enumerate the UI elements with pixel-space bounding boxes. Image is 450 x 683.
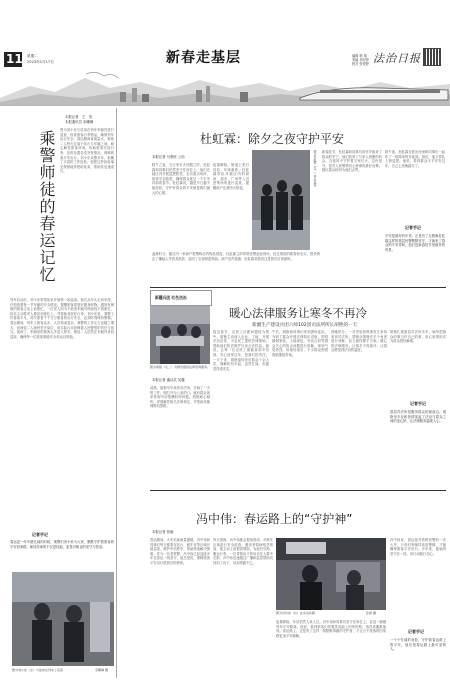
bottom-photo-credit: 张驰 摄 [366, 611, 376, 615]
top-article-body-2: 夜幕降临，街道上张灯结彩，年味渐浓。杜虹霖带队对辖区内的商场、超市、广场等人员密集场所进行巡查，提醒商户注意防火防盗。 [213, 163, 249, 190]
left-byline-1: 本报记者 王 莹 [65, 115, 93, 119]
middle-photo-caption: 图为胡艳（左二）为群众提供法律咨询服务。 [150, 365, 211, 369]
top-article-divider [150, 287, 446, 288]
left-byline-2: 本报通讯员 宋曦琳 [65, 120, 94, 124]
middle-article-body-3: 午后，胡艳和同事们来到团场连队，为职工群众开展法律知识讲座，围绕婚姻家庭、土地承包、劳动合同等群众关心的热点问题进行讲解，现场气氛热烈。讲座结束后，不少群众围着胡艳继续咨询。 [272, 330, 328, 357]
middle-article-body-1: 清晨，胡艳早早来到司法所，开始了一天的工作。刚打开办公室的门，就有群众前来咨询劳动报酬纠纷问题。胡艳耐心倾听，详细解答相关法律规定，并帮助其梳理维权思路。 [150, 386, 210, 409]
top-photo-caption: 图为杜虹霖（左二）带队巡查 [313, 150, 317, 187]
left-comment-body: 春运是一年中最忙碌的时候，乘警们舍小家为大家，默默守护着旅客的平安回家路。师徒传承的不仅是技能，更是对职业的坚守与热爱。 [10, 540, 114, 549]
top-article-body-5: 除夕夜，杜虹霖在派出所里和同事们一起吃了一顿简单的年夜饭。饭后，他又带队上街巡逻。他说，看到群众平平安安过年，自己心里就踏实了。 [385, 150, 445, 168]
middle-comment-body: 基层司法所是服务群众的最前沿。胡艳用专业和热情架起了法治与群众之间的连心桥，让法律服务温暖人心。 [390, 410, 446, 424]
left-article-body-2: 列车启动后，刘小东带领徒弟开始第一轮巡查。他们从车头走到车尾，仔细查看每一节车厢的安全情况，提醒旅客看管好随身财物，遇到有困难的旅客主动上前帮忙。一位老人因为不熟悉车厢号码而找不到座位，徒弟主动将老人搀扶到座位上，并帮助其放好行李。刘小东说，乘警工作看似平凡，却关系着千千万万旅客的出行安全，必须时刻保持警惕。春运期间，列车上旅客众多，人员构成复杂，乘警的工作压力也随之增大，但师徒二人始终坚守岗位，用实际行动诠释着人民警察的责任与担当。夜深了，车厢里的旅客大多进入梦乡，师徒二人依然在车厢内来回巡视，确保每一位旅客都能安全到达目的地。 [10, 298, 114, 339]
page-number: 11 [6, 52, 23, 66]
top-comment-body: 平安是最好的年货。正是有了无数像杜虹霖这样的基层民警默默坚守，才换来了群众的平安祥和，他们是新春佳节里最美的风景。 [385, 234, 445, 252]
left-article-photo [12, 572, 114, 666]
bottom-article-body-4: 冯中伟说，春运是对铁路民警的一次大考，只有时刻保持高度警惕，才能确保旅客平安出行。多年来，他始终坚守在一线，用行动践行初心。 [390, 538, 446, 556]
left-photo-credit: 宋曦琳 摄 [95, 668, 108, 672]
bottom-comment-label: 记者手记 [408, 629, 424, 634]
bottom-article-body-3: 夜幕降临，车站依然人来人往。冯中伟和同事们坚守在岗位上，目送一趟趟列车平安驶离。他说，看到旅客们带着笑容踏上回家的路，再苦再累都值得。春运路上，正是有了这样一群默默奉献的守护者，才让万千旅客的回家路更加平安顺畅。 [276, 620, 386, 638]
bottom-article-body-1: 春运期间，火车站客流量激增，冯中伟和同事们每天都要在站台、候车室等区域开展巡查，维护车站秩序，帮助旅客解决困难。作为一名老铁警，冯中伟已经连续多年在春运一线坚守，他总是说，保障旅客平安出行是我们的使命。 [150, 538, 210, 565]
left-photo-caption: 图为刘小东（左）与徒弟在列车上巡查 [12, 668, 64, 672]
bottom-article-photo [276, 538, 386, 610]
date-line-1: 星期二 [27, 54, 38, 58]
middle-article-divider [150, 490, 446, 491]
left-comment-label: 记者手记 [32, 532, 48, 537]
bottom-article-body-2: 每天清晨，冯中伟都会提前到岗，对候车区域进行安全检查。遇到老弱病残孕旅客，他主动上前提供帮助，为他们引路、搬运行李。一位带着孩子的母亲在人群中走散，冯中伟迅速通过广播和监控帮助其找到了孩子，母亲感激不已。 [213, 538, 273, 565]
brand-banner-text: 新疆兵团 红色法治 [155, 295, 187, 300]
top-article-body-1: 除夕之夜，当万家灯火团圆之时，杜虹霖和同事们依然坚守在岗位上。他们在辖区内开展巡逻防控，走访重点场所，排查安全隐患，确保群众度过一个平安祥和的春节。杜虹霖说，越是节日越不能放松，守护好群众的平安就是我们最大的心愿。 [152, 163, 210, 195]
left-article-body: 图为刘小东与徒弟在列车车厢内进行巡查，检查旅客行李物品，确保列车运行安全。春运期间客流量大，师徒二人每天往返于站台与车厢之间，耐心解答旅客问询，协助旅客安放行李，及时处置各类突发情况，保障旅客平安出行。刘小东从警多年，积累了丰富的工作经验，他把这些经验毫无保留地传授给徒弟，帮助其迅速成长。 [60, 128, 114, 174]
editor-line-2: 美编 李纪梓 [352, 58, 369, 62]
top-article-body-3: 凌晨时分，辖区内一家商户报警称店内物品被盗，杜虹霖立即带领民警赶赴现场，经过细致的勘查和走访，很快锁定了嫌疑人并将其抓获，追回了全部被盗物品。商户连声道谢，杜虹霖笑着说这是我们应该做的。 [152, 252, 320, 261]
top-article-photo [252, 150, 310, 250]
qr-code-icon [423, 48, 441, 66]
section-title: 新春走基层 [166, 50, 241, 66]
left-column-rule [116, 108, 117, 678]
header-landscape-illustration [0, 68, 450, 106]
top-article-title: 杜虹霖：除夕之夜守护平安 [200, 132, 345, 146]
middle-article-body-5: 胡艳扎根基层司法所多年，始终把群众的事当作自己的事，用心用情用法为群众排忧解难。 [390, 330, 446, 344]
middle-article-body-4: 傍晚时分，一对邻里因琐事发生争执来到司法所。胡艳从情理法多个角度进行劝解，双方最终握手言和。暖心的法律服务，让寒冬不再寒冷，让群众感受到法治的温度。 [331, 330, 387, 353]
editor-line-1: 编辑 韩 翔 [352, 54, 367, 58]
left-article-title: 乘警师徒的春运记忆 [37, 130, 56, 283]
middle-brand-banner [150, 290, 212, 306]
middle-article-byline: 本报记者 潘从武 吴鑫 [152, 378, 185, 382]
middle-comment-label: 记者手记 [410, 401, 426, 406]
bottom-article-byline: 本报记者 张驰 [152, 530, 174, 534]
masthead: 法治日报 [373, 52, 421, 65]
editor-line-3: 校对 张悦婷 [352, 62, 369, 66]
middle-article-subtitle: 新疆生产建设兵团六师102团司法所所长胡艳的一天 [252, 323, 358, 328]
middle-article-title: 暖心法律服务让寒冬不再冷 [229, 306, 367, 320]
bottom-article-title: 冯中伟：春运路上的“守护神” [196, 512, 353, 526]
date-line-2: 2023年1月17日 [27, 60, 54, 64]
top-comment-label: 记者手记 [405, 225, 421, 230]
top-article-body-4: 新春佳节，杜虹霖和同事们用坚守换来了群众的安宁。他们放弃了与家人团聚的机会，在寒风中守护着万家灯火。这份坚守，是对人民警察初心使命的最好诠释。辖区群众纷纷为他们点赞。 [322, 150, 382, 173]
bottom-photo-caption: 图为冯中伟（右）在车站执勤 [276, 611, 316, 615]
middle-article-body-2: 临近春节，农民工讨薪问题较为集中。胡艳主动深入企业、工地，开展法治宣传，为农民工提供法律援助，帮助他们依法维护自身合法权益。她说，让每一位农民工都能拿到辛苦钱、安心回家过年，是我们的责任。一天下来，胡艳接待来访群众十余人次，调解纠纷多起，虽然忙碌，但她觉得很充实。 [213, 330, 269, 371]
top-article-byline: 本报记者 马利民 公培 [152, 155, 185, 159]
middle-article-photo [150, 306, 210, 364]
bottom-comment-body: 一个个忙碌的身影，守护着春运路上的平安。他们是春运路上最可爱的人。 [390, 638, 446, 652]
page-header [0, 0, 450, 78]
